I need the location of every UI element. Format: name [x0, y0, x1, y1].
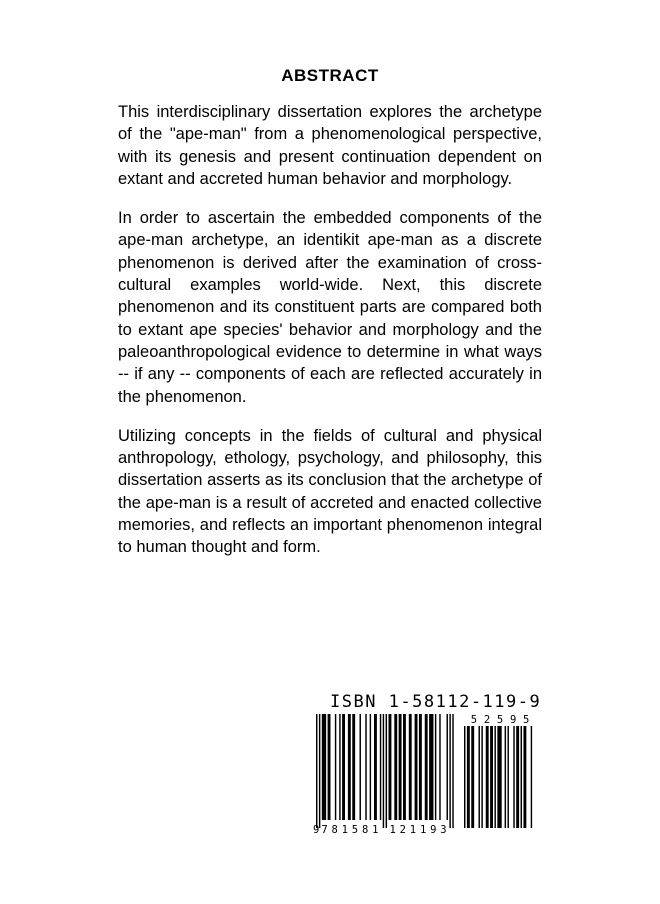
- addon-digit: 5: [470, 714, 478, 726]
- barcode-bar: [335, 714, 336, 820]
- addon-bar: [479, 726, 480, 828]
- barcode-bar: [360, 714, 361, 820]
- barcode-bar: [374, 714, 377, 820]
- addon-bar: [481, 726, 482, 828]
- barcode-bar: [348, 714, 351, 820]
- addon-bar: [513, 726, 514, 828]
- addon-bar: [486, 726, 489, 828]
- barcode-block: [312, 692, 552, 836]
- barcode-bar: [352, 714, 355, 820]
- barcode-bar: [403, 714, 406, 820]
- barcode-bar: [425, 714, 428, 820]
- barcode-bar: [342, 714, 345, 820]
- addon-bar: [508, 726, 509, 828]
- barcode-digit: 9: [313, 824, 320, 836]
- addon-digit: 9: [509, 714, 517, 726]
- barcode-bar: [399, 714, 402, 820]
- abstract-paragraph-1: This interdisciplinary dissertation explores the archetype of the "ape-man" from a phenomenological perspective, with its genesis and present continuation dependent on extant and accreted human behavior and morphology.: [118, 103, 542, 188]
- barcode-guard-bar: [316, 714, 317, 828]
- barcode-bar: [365, 714, 366, 820]
- barcode-guard-bar: [383, 714, 384, 828]
- barcode-digit: 5: [351, 824, 359, 836]
- addon-bar: [531, 726, 532, 828]
- barcode-guard-bar: [452, 714, 453, 828]
- abstract-title: ABSTRACT: [281, 66, 379, 85]
- addon-bar: [490, 726, 493, 828]
- abstract-paragraph-2: In order to ascertain the embedded components of the ape-man archetype, an identikit ape-man as a discrete phenomenon is derived after the examination of cross-cultural examples world-wide. Next, this discrete phenomenon and its constituent parts are compared both to extant ape species' behavior and morphology and the paleoanthropological evidence to determine in what ways -- if any -- components of each are reflected accurately in the phenomenon.: [118, 209, 542, 406]
- addon-bar: [494, 726, 495, 828]
- barcode-bar: [447, 714, 448, 820]
- abstract-paragraph-3: Utilizing concepts in the fields of cultural and physical anthropology, ethology, psychology, and philosophy, this dissertation asserts as its conclusion that the archetype of the ape-man is a result of accreted and enacted collective memories, and reflects an important phenomenon integral to human thought and form.: [118, 426, 542, 557]
- barcode-digit: 8: [361, 824, 369, 836]
- barcode-digit: 1: [409, 824, 417, 836]
- addon-digit: 5: [523, 714, 530, 726]
- addon-bar: [471, 726, 474, 828]
- barcode-bar: [370, 714, 371, 820]
- barcode-digit: 9: [430, 824, 437, 836]
- barcode-bar: [409, 714, 412, 820]
- barcode-digit: 8: [331, 824, 338, 836]
- addon-bar: [523, 726, 526, 828]
- barcode-digit: 3: [440, 824, 447, 836]
- barcode-digit: 1: [389, 824, 396, 836]
- barcode-guard-bar: [319, 714, 320, 828]
- barcode-bar: [328, 714, 331, 820]
- barcode-digit: 1: [341, 824, 348, 836]
- barcode-bar: [389, 714, 392, 820]
- abstract-body: [118, 101, 542, 576]
- isbn-label: ISBN 1-58112-119-9: [330, 692, 542, 712]
- addon-bar: [505, 726, 506, 828]
- barcode-bar: [380, 714, 381, 820]
- addon-bar: [521, 726, 522, 828]
- addon-bar: [516, 726, 519, 828]
- barcode-bar: [429, 714, 433, 820]
- barcode-bar: [394, 714, 397, 820]
- barcode-digit: 1: [372, 824, 379, 836]
- barcode-bar: [435, 714, 436, 820]
- barcode-guard-bar: [449, 714, 450, 828]
- barcode-bar: [339, 714, 340, 820]
- barcode-bar: [415, 714, 418, 820]
- barcode-digit: 2: [399, 824, 406, 836]
- barcode-graphic: [312, 712, 552, 836]
- addon-digit: 2: [483, 714, 491, 726]
- addon-bar: [467, 726, 470, 828]
- barcode-bar: [439, 714, 440, 820]
- barcode-bar: [322, 714, 326, 820]
- barcode-guard-bar: [386, 714, 387, 828]
- barcode-digit: 1: [419, 824, 427, 836]
- addon-bar: [497, 726, 501, 828]
- addon-bar: [464, 726, 465, 828]
- barcode-bar: [419, 714, 422, 820]
- addon-digit: 5: [496, 714, 504, 726]
- barcode-digit: 7: [321, 824, 328, 836]
